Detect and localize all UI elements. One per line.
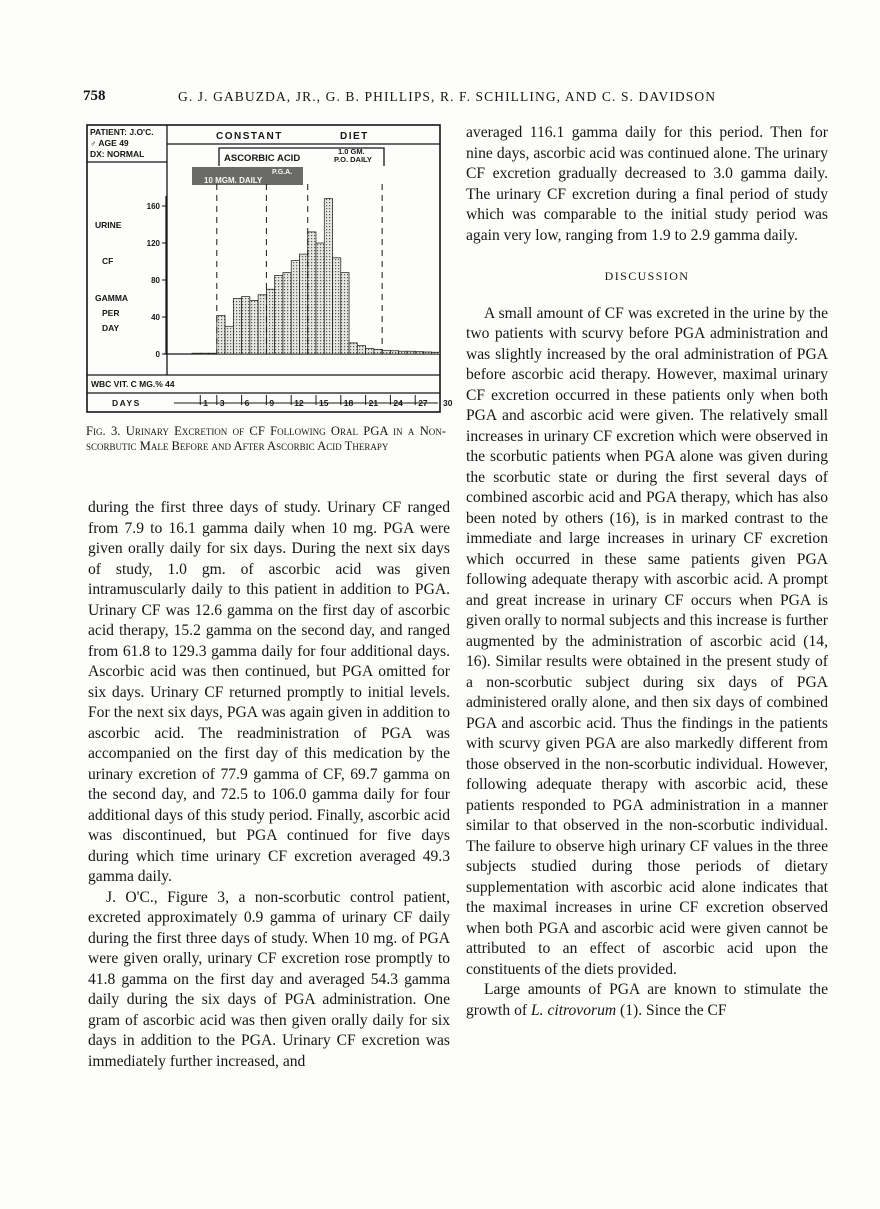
figure-3 bbox=[86, 124, 453, 414]
ascorbic-dose-top: 1.0 GM. bbox=[338, 147, 365, 156]
ylabel-line-4: PER bbox=[102, 308, 120, 318]
cf-bar bbox=[423, 352, 431, 354]
x-tick-label: 1 bbox=[203, 398, 209, 408]
patient-line-1: PATIENT: J.O'C. bbox=[90, 127, 154, 137]
left-paragraph-2: J. O'C., Figure 3, a non-scorbutic control patient, excreted approximately 0.9 gamma of urinary CF daily during the first three days of study. When 10 mg. of PGA were given orally, urinary CF excretion rose promptly to 41.8 gamma on the first day and averaged 54.3 gamma daily during the six days of PGA administration. One gram of ascorbic acid was then given orally daily for six days in addition to the PGA. Urinary CF excretion was immediately further increased, and bbox=[88, 888, 450, 1070]
ascorbic-dose-bottom: P.O. DAILY bbox=[334, 155, 372, 164]
cf-bar bbox=[316, 243, 324, 354]
cf-bar bbox=[225, 326, 233, 354]
page-number: 758 bbox=[83, 88, 106, 104]
right-paragraph-2: A small amount of CF was excreted in the urine by the two patients with scurvy before PGA administration and was slightly increased by the oral administration of PGA before ascorbic acid therapy. However, maximal urinary CF excretion occurred in these patients only when both PGA and ascorbic acid were given. The relatively small increases in urinary CF excretion which were observed in the scorbutic patients when PGA alone was given during the scorbutic state or during the first several days of combined ascorbic acid and PGA therapy, which has also been noted by others (16), is in marked contrast to the immediate and large increases in urinary CF excretion which occurred in these same patients given PGA following adequate therapy with ascorbic acid. A prompt and great increase in urinary CF occurs when PGA is given orally to normal subjects and this increase is further augmented by the administration of ascorbic acid (14, 16). Similar results were obtained in the present study of a non-scorbutic subject during six days of PGA administered orally alone, and then six days of combined PGA and ascorbic acid. Thus the findings in the patients with scurvy given PGA are also markedly different from those observed in the non-scorbutic individual. However, following adequate therapy with ascorbic acid, these patients responded to PGA administration in a manner similar to that observed in the non-scorbutic individual. The failure to observe high urinary CF values in the three subjects studied during those periods of dietary supplementation with ascorbic acid alone indicates that the maximal increases in urine CF excretion observed when both PGA and ascorbic acid were given cannot be attributed to an effect of ascorbic acid upon the constituents of the diets provided. bbox=[466, 304, 828, 978]
pga-label-bottom: 10 MGM. DAILY bbox=[204, 176, 263, 185]
ylabel-line-2: CF bbox=[102, 256, 114, 266]
x-tick-label: 3 bbox=[219, 398, 225, 408]
ylabel-line-1: URINE bbox=[95, 220, 122, 230]
cf-bar bbox=[349, 343, 357, 354]
discussion-heading: DISCUSSION bbox=[604, 269, 690, 283]
cf-bar bbox=[258, 295, 266, 354]
cf-bar bbox=[291, 261, 299, 354]
cf-bar bbox=[333, 258, 341, 354]
cf-bar bbox=[200, 353, 208, 354]
pga-label-top: P.G.A. bbox=[272, 169, 293, 176]
ylabel-line-3: GAMMA bbox=[95, 293, 129, 303]
days-label: DAYS bbox=[112, 398, 141, 408]
chart-bars bbox=[192, 199, 440, 354]
cf-bar bbox=[415, 352, 423, 354]
patient-line-2: ♂ AGE 49 bbox=[90, 138, 129, 148]
cf-bar bbox=[341, 273, 349, 354]
x-tick-label: 24 bbox=[393, 398, 403, 408]
x-tick-label: 12 bbox=[294, 398, 304, 408]
page-header bbox=[0, 88, 880, 110]
cf-bar bbox=[399, 351, 407, 354]
p3-italic: L. citrovorum bbox=[530, 1001, 617, 1019]
right-column bbox=[466, 123, 828, 1021]
wbc-label: WBC VIT. C MG.% 44 bbox=[91, 379, 175, 389]
patient-line-3: DX: NORMAL bbox=[90, 149, 145, 159]
y-tick-label: 0 bbox=[155, 350, 160, 359]
cf-bar bbox=[192, 353, 200, 354]
cf-bar bbox=[209, 353, 217, 354]
cf-bar bbox=[308, 232, 316, 354]
figure-caption bbox=[86, 424, 446, 454]
p3-end: (1). Since the CF bbox=[616, 1001, 727, 1019]
cf-bar bbox=[242, 297, 250, 354]
cf-bar bbox=[266, 289, 274, 354]
cf-bar bbox=[390, 351, 398, 354]
figure-3-chart bbox=[86, 124, 453, 414]
y-tick-label: 160 bbox=[146, 202, 160, 211]
ascorbic-label: ASCORBIC ACID bbox=[224, 153, 301, 164]
cf-bar bbox=[250, 300, 258, 354]
cf-bar bbox=[283, 273, 291, 354]
cf-bar bbox=[324, 199, 332, 354]
cf-bar bbox=[366, 348, 374, 354]
x-tick-label: 27 bbox=[418, 398, 428, 408]
cf-bar bbox=[233, 299, 241, 355]
days-axis bbox=[174, 395, 453, 408]
y-tick-label: 40 bbox=[151, 313, 160, 322]
cf-bar bbox=[374, 349, 382, 354]
caption-text: Urinary Excretion of CF Following Oral PGA in a Non-scorbutic Male Before and After Ascorbic Acid Therapy bbox=[86, 424, 446, 454]
cf-bar bbox=[382, 350, 390, 354]
left-paragraph-1: during the first three days of study. Urinary CF ranged from 7.9 to 16.1 gamma daily when 10 mg. PGA were given orally daily for six days. During the next six days of study, 1.0 gm. of ascorbic acid was given intramuscularly daily to this patient in addition to PGA. Urinary CF was 12.6 gamma on the first day of ascorbic acid therapy, 15.2 gamma on the second day, and ranged from 61.8 to 129.3 gamma daily for four additional days. Ascorbic acid was then continued, but PGA omitted for six days. Urinary CF returned promptly to initial levels. For the next six days, PGA was again given in addition to ascorbic acid. The readministration of PGA was accompanied on the first day of this medication by the urinary excretion of 77.9 gamma of CF, 69.7 gamma on the second day, and 72.5 to 106.0 gamma daily for four additional days of this study period. Finally, ascorbic acid was discontinued, but PGA continued for five days during which time urinary CF excretion averaged 49.3 gamma daily. bbox=[88, 499, 450, 885]
y-tick-label: 120 bbox=[146, 239, 160, 248]
right-paragraph-1: averaged 116.1 gamma daily for this period. Then for nine days, ascorbic acid was continued alone. The urinary CF excretion gradually decreased to 3.0 gamma daily. The urinary CF excretion during a final period of study which was comparable to the initial study period was again very low, ranging from 1.9 to 2.9 gamma daily. bbox=[466, 124, 828, 244]
right-paragraph-3 bbox=[466, 980, 828, 1021]
x-tick-label: 15 bbox=[319, 398, 329, 408]
x-tick-label: 30 bbox=[443, 398, 453, 408]
cf-bar bbox=[217, 315, 225, 354]
x-tick-label: 18 bbox=[343, 398, 354, 408]
running-head: G. J. GABUZDA, JR., G. B. PHILLIPS, R. F. SCHILLING, AND C. S. DAVIDSON bbox=[178, 89, 717, 104]
p3-start: Large amounts of PGA are known to stimulate the growth of bbox=[466, 981, 828, 1019]
x-tick-label: 9 bbox=[269, 398, 275, 408]
x-tick-label: 21 bbox=[368, 398, 379, 408]
ylabel-line-5: DAY bbox=[102, 323, 120, 333]
cf-bar bbox=[432, 352, 440, 354]
x-tick-label: 6 bbox=[244, 398, 250, 408]
cf-bar bbox=[357, 346, 365, 354]
cf-bar bbox=[407, 351, 415, 354]
cf-bar bbox=[299, 254, 307, 354]
caption-fig-label: Fig. 3. bbox=[86, 424, 121, 438]
y-tick-label: 80 bbox=[151, 276, 160, 285]
diet-label: DIET bbox=[340, 131, 369, 142]
constant-label: CONSTANT bbox=[216, 131, 283, 142]
cf-bar bbox=[275, 275, 283, 354]
left-column bbox=[88, 498, 450, 1072]
